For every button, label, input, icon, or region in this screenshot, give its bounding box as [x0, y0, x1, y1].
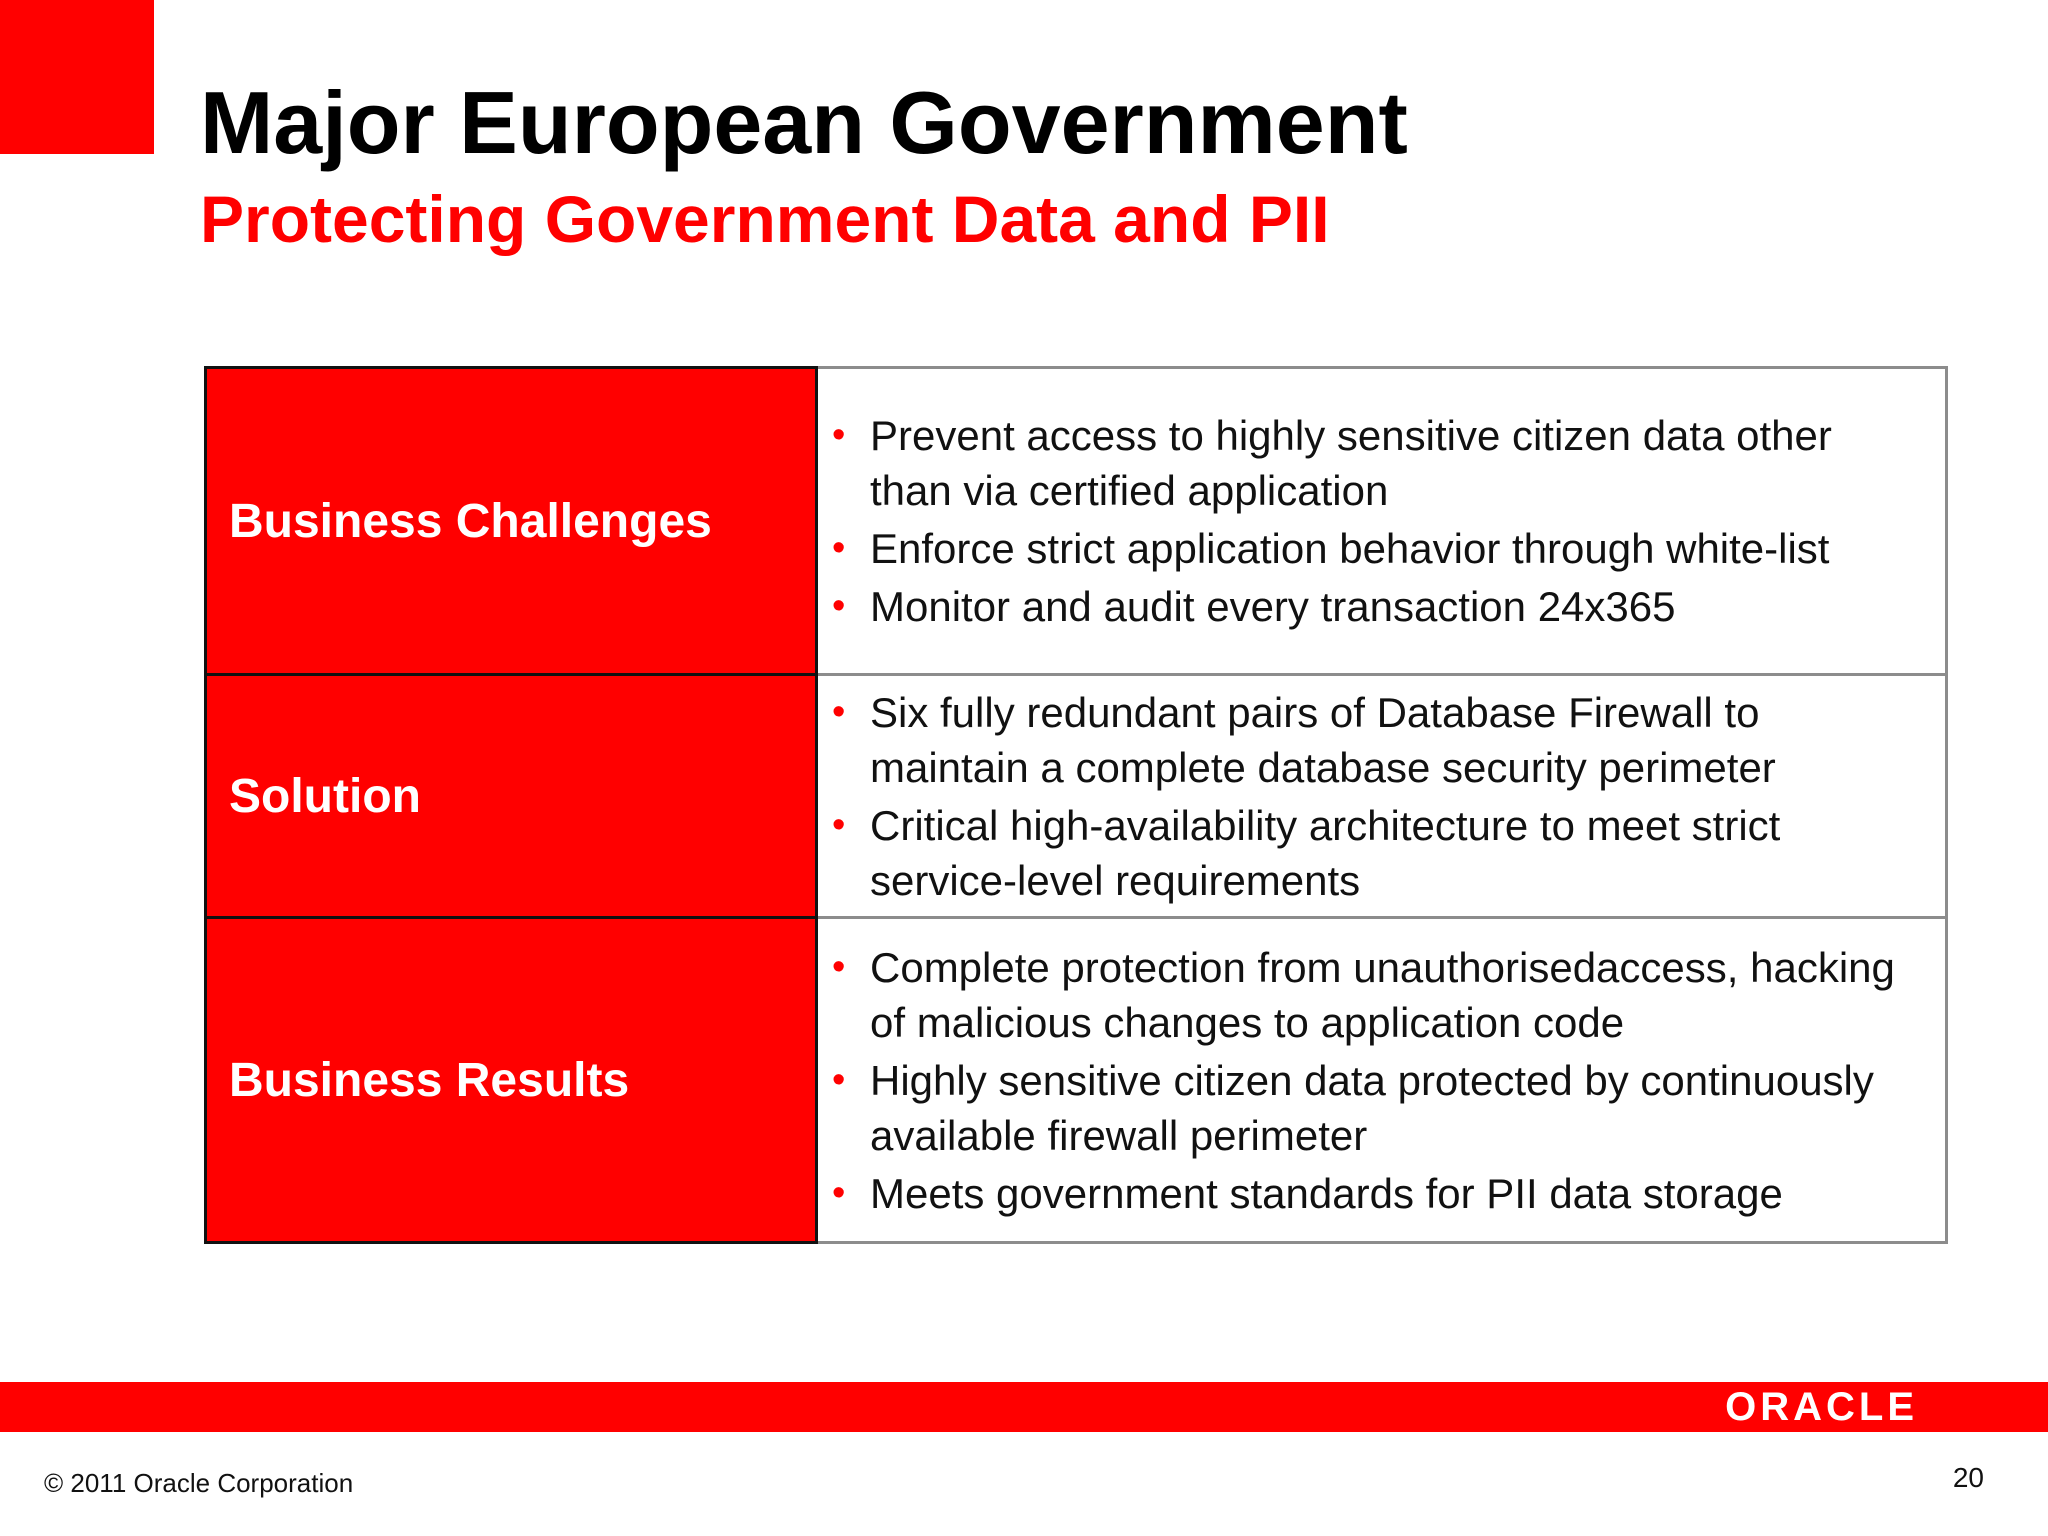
bullet-item	[832, 798, 1925, 908]
bullet-text: Highly sensitive citizen data protected by continuously available firewall perimeter	[870, 1056, 1874, 1159]
row-label-text: Business Challenges	[229, 494, 712, 548]
oracle-logo: ORACLE	[1725, 1385, 1918, 1429]
bullet-item	[832, 1166, 1925, 1221]
bullet-text: Six fully redundant pairs of Database Firewall to maintain a complete database security perimeter	[870, 688, 1776, 791]
row-content-business-results	[818, 919, 1948, 1244]
bullet-item	[832, 940, 1925, 1050]
row-label-business-results	[204, 919, 818, 1244]
row-label-text: Business Results	[229, 1053, 630, 1107]
bullet-dot-icon: •	[832, 803, 846, 846]
bullet-dot-icon: •	[832, 1058, 846, 1101]
bullet-dot-icon: •	[832, 414, 846, 456]
bullet-list	[832, 405, 1925, 637]
bullet-item	[832, 1053, 1925, 1163]
bullet-dot-icon: •	[832, 1171, 846, 1214]
bullet-item	[832, 685, 1925, 795]
bullet-item	[832, 521, 1925, 576]
bullet-text: Prevent access to highly sensitive citizen data other than via certified application	[870, 412, 1832, 514]
row-content-solution	[818, 676, 1948, 919]
bullet-text: Monitor and audit every transaction 24x365	[870, 583, 1676, 630]
footer-bar	[0, 1382, 2048, 1432]
row-label-text: Solution	[229, 769, 421, 823]
slide-subtitle: Protecting Government Data and PII	[200, 182, 1330, 256]
bullet-text: Complete protection from unauthorisedaccess, hacking of malicious changes to application code	[870, 943, 1895, 1046]
bullet-list	[832, 937, 1925, 1224]
bullet-text: Enforce strict application behavior through white-list	[870, 525, 1830, 572]
bullet-dot-icon: •	[832, 690, 846, 733]
summary-table	[204, 366, 1948, 1244]
corner-accent-block	[0, 0, 154, 154]
bullet-dot-icon: •	[832, 585, 846, 627]
bullet-text: Critical high-availability architecture to meet strict service-level requirements	[870, 801, 1781, 904]
bullet-item	[832, 579, 1925, 634]
row-label-business-challenges	[204, 366, 818, 676]
bullet-text: Meets government standards for PII data storage	[870, 1169, 1783, 1217]
row-label-solution	[204, 676, 818, 919]
bullet-dot-icon: •	[832, 527, 846, 569]
copyright-notice: © 2011 Oracle Corporation	[44, 1468, 354, 1498]
slide-title: Major European Government	[200, 73, 1408, 172]
page-number: 20	[1952, 1462, 1984, 1493]
bullet-item	[832, 408, 1925, 518]
bullet-list	[832, 682, 1925, 911]
bullet-dot-icon: •	[832, 945, 846, 988]
row-content-business-challenges	[818, 366, 1948, 676]
